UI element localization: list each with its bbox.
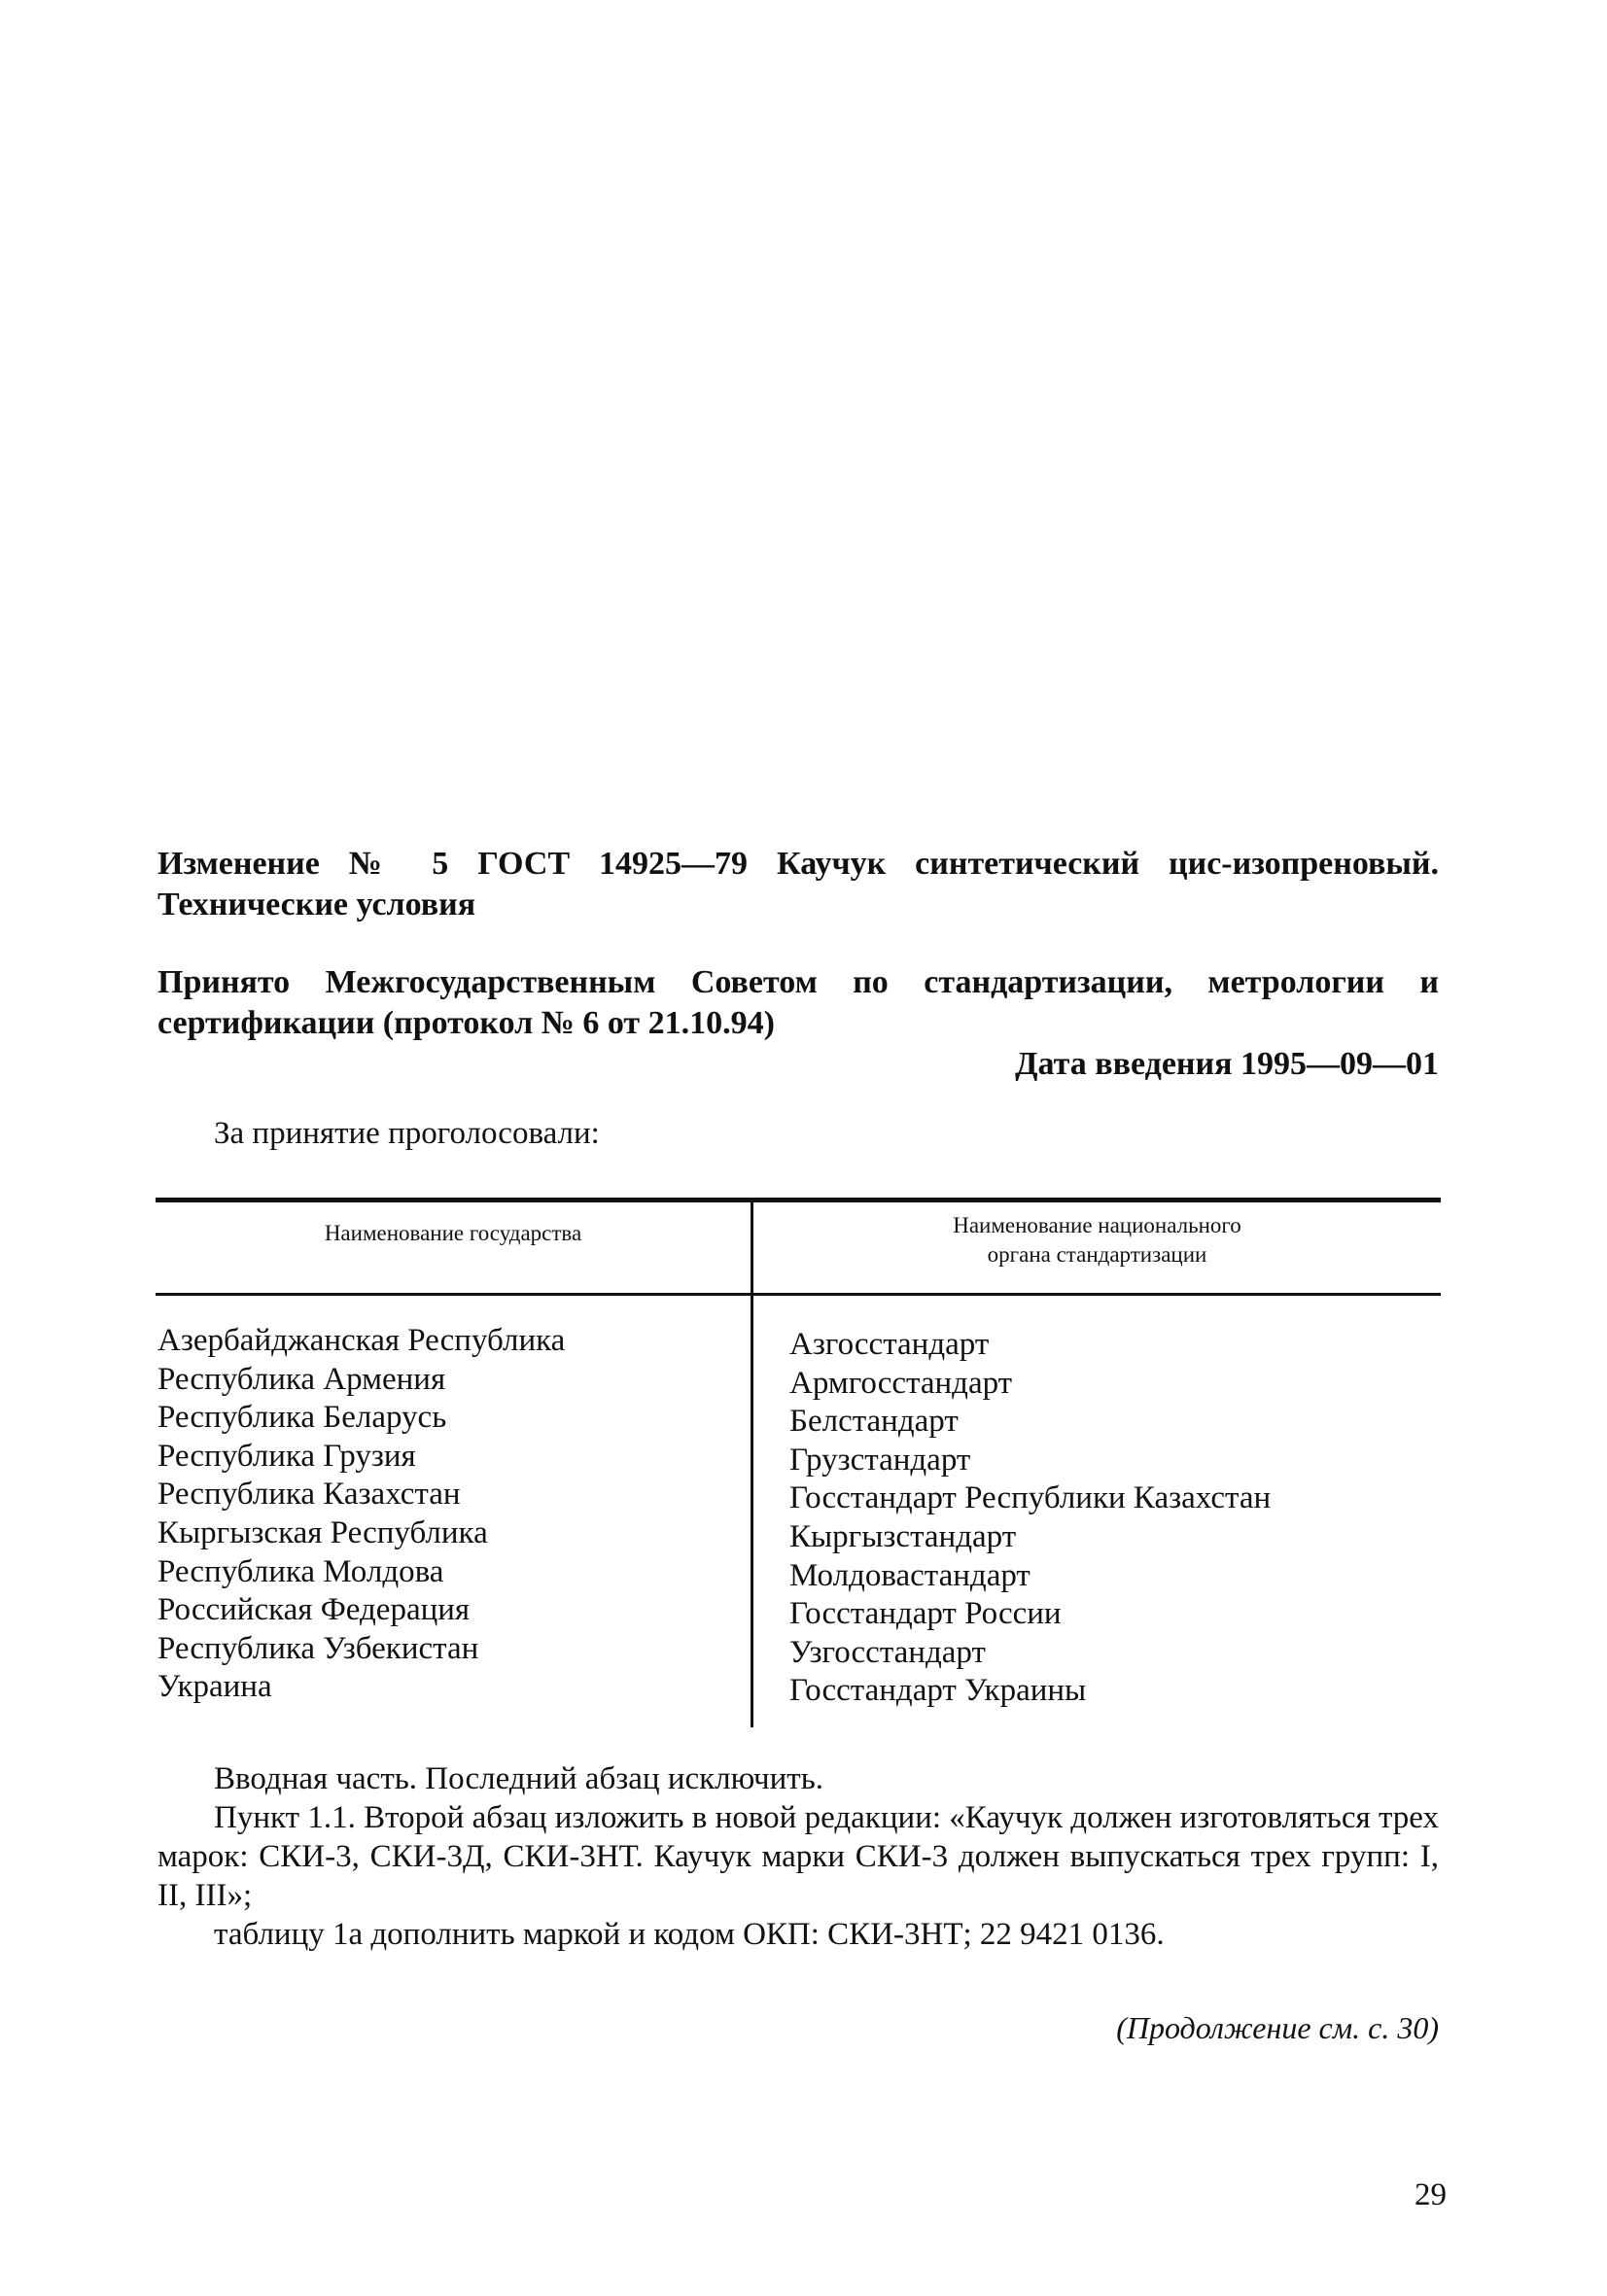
state-name: Азербайджанская Республика: [157, 1323, 566, 1358]
standards-body-name: Грузстандарт: [789, 1442, 971, 1478]
standards-body-name: Узгосстандарт: [789, 1634, 986, 1670]
table-header-body-line1: Наименование национального: [953, 1213, 1241, 1237]
standards-bodies-column: [789, 1326, 1271, 1711]
standards-body-name: Азгосстандарт: [789, 1327, 990, 1362]
page-number: 29: [1415, 2177, 1447, 2212]
document-title: Изменение № 5 ГОСТ 14925—79 Каучук синтетический цис-изопреновый. Технические условия: [157, 846, 1439, 922]
state-name: Республика Беларусь: [157, 1400, 447, 1436]
paragraph-intro: Вводная часть. Последний абзац исключить.: [214, 1761, 824, 1796]
adoption-statement: Принято Межгосударственным Советом по стандартизации, метрологии и сертификации (протокол № 6 от 21.10.94): [157, 964, 1439, 1041]
voted-label: За принятие проголосовали:: [214, 1116, 600, 1151]
table-column-divider: [751, 1202, 753, 1727]
state-name: Российская Федерация: [157, 1592, 471, 1628]
amendment-body: [157, 1759, 1439, 1954]
table-header-state: Наименование государства: [324, 1221, 582, 1245]
table-header-body: [753, 1211, 1441, 1270]
state-name: Украина: [157, 1669, 272, 1705]
standards-body-name: Госстандарт Республики Казахстан: [789, 1480, 1272, 1516]
state-name: Республика Узбекистан: [157, 1630, 479, 1666]
standards-body-name: Госстандарт Украины: [789, 1673, 1087, 1709]
paragraph-table-1a: таблицу 1а дополнить маркой и кодом ОКП: СКИ-3НТ; 22 9421 0136.: [214, 1917, 1165, 1952]
state-name: Республика Молдова: [157, 1553, 444, 1589]
paragraph-clause-1-1: Пункт 1.1. Второй абзац изложить в новой редакции: «Каучук должен изготовляться трех марок: СКИ-3, СКИ-3Д, СКИ-3НТ. Каучук марки СКИ-3 должен выпускаться трех групп: I, II, III»;: [157, 1800, 1439, 1913]
continuation-note: (Продолжение см. с. 30): [1116, 2010, 1439, 2045]
standards-body-name: Кыргызстандарт: [789, 1518, 1017, 1554]
state-name: Республика Грузия: [157, 1438, 416, 1474]
table-header-body-line2: органа стандартизации: [987, 1242, 1207, 1267]
standards-body-name: Белстандарт: [789, 1404, 959, 1440]
table-top-rule: [156, 1198, 1441, 1202]
table-header-rule: [156, 1293, 1441, 1296]
standards-body-name: Молдовастандарт: [789, 1557, 1031, 1593]
standards-body-name: Госстандарт России: [789, 1596, 1062, 1632]
states-column: [157, 1322, 565, 1707]
standards-body-name: Армгосстандарт: [789, 1365, 1013, 1401]
state-name: Кыргызская Республика: [157, 1514, 488, 1550]
state-name: Республика Казахстан: [157, 1477, 461, 1513]
state-name: Республика Армения: [157, 1361, 446, 1397]
effective-date: Дата введения 1995—09—01: [1015, 1046, 1439, 1082]
